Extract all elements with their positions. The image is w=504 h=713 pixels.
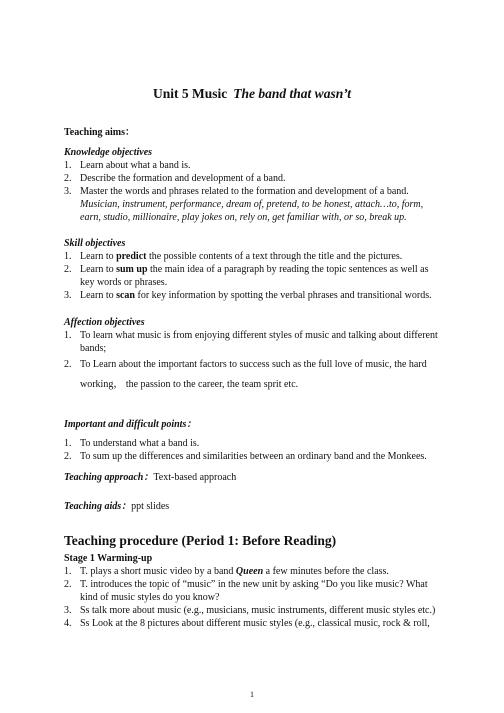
approach-value: Text-based approach [153, 472, 237, 483]
lesson-title: The band that wasn’t [233, 86, 351, 101]
page-title [0, 86, 504, 102]
knowledge-heading: Knowledge objectives [64, 147, 153, 158]
approach-label: Teaching approach： [64, 472, 154, 483]
procedure-item: 4. Ss Look at the 8 pictures about different music styles (e.g., classical music, rock & roll, [64, 618, 430, 629]
knowledge-item: 1. Learn about what a band is. [64, 160, 191, 171]
procedure-item: 1. T. plays a short music video by a band Queen a few minutes before the class. [64, 566, 389, 577]
affection-section [64, 316, 444, 395]
points-item: 2. To sum up the differences and similarities between an ordinary band and the Monkees. [64, 451, 427, 462]
procedure-item: 3. Ss talk more about music (e.g., musicians, music instruments, different music styles etc.) [64, 605, 436, 616]
stage-heading: Stage 1 Warming-up [64, 553, 153, 564]
knowledge-item: 2. Describe the formation and development of a band. [64, 173, 286, 184]
procedure-item: 2. T. introduces the topic of “music” in the new unit by asking “Do you like music? What kind of music styles do you know? [64, 579, 428, 603]
affection-item: 1. To learn what music is from enjoying different styles of music and talking about different bands; [64, 330, 438, 354]
approach-line [64, 471, 444, 484]
skill-item: 1. Learn to predict the possible contents of a text through the title and the pictures. [64, 251, 403, 262]
skill-section [64, 237, 444, 302]
skill-heading: Skill objectives [64, 238, 126, 249]
aids-line [64, 500, 444, 513]
affection-item: 2. To Learn about the important factors to success such as the full love of music, the hard working， the passion to the career, the team sprit etc. [64, 359, 427, 390]
skill-item: 3. Learn to scan for key information by spotting the verbal phrases and transitional words. [64, 290, 432, 301]
points-item: 1. To understand what a band is. [64, 438, 200, 449]
procedure-heading: Teaching procedure (Period 1: Before Reading) [64, 533, 337, 548]
affection-heading: Affection objectives [64, 317, 145, 328]
points-heading: Important and difficult points： [64, 419, 197, 430]
aims-heading: Teaching aims： [64, 127, 136, 138]
aids-label: Teaching aids： [64, 501, 132, 512]
points-section [64, 418, 444, 463]
aims-section [64, 126, 444, 224]
unit-title: Unit 5 Music [153, 86, 228, 101]
page-number: 1 [250, 690, 254, 699]
skill-item: 2. Learn to sum up the main idea of a paragraph by reading the topic sentences as well as key words or phrases. [64, 264, 429, 288]
vocabulary-list: Musician, instrument, performance, dream of, pretend, to be honest, attach…to, form, earn, studio, millionaire, play jokes on, rely on, get familiar with, or so, break up. [80, 199, 424, 223]
procedure-section [64, 552, 444, 630]
aids-value: ppt slides [131, 501, 170, 512]
knowledge-item: 3. Master the words and phrases related to the formation and development of a band. Musician, instrument, performance, dream of, pretend, to be honest, attach…to, form, earn, studio, millionaire, play jokes on, rely on, get familiar with, or so, break up. [64, 186, 424, 223]
